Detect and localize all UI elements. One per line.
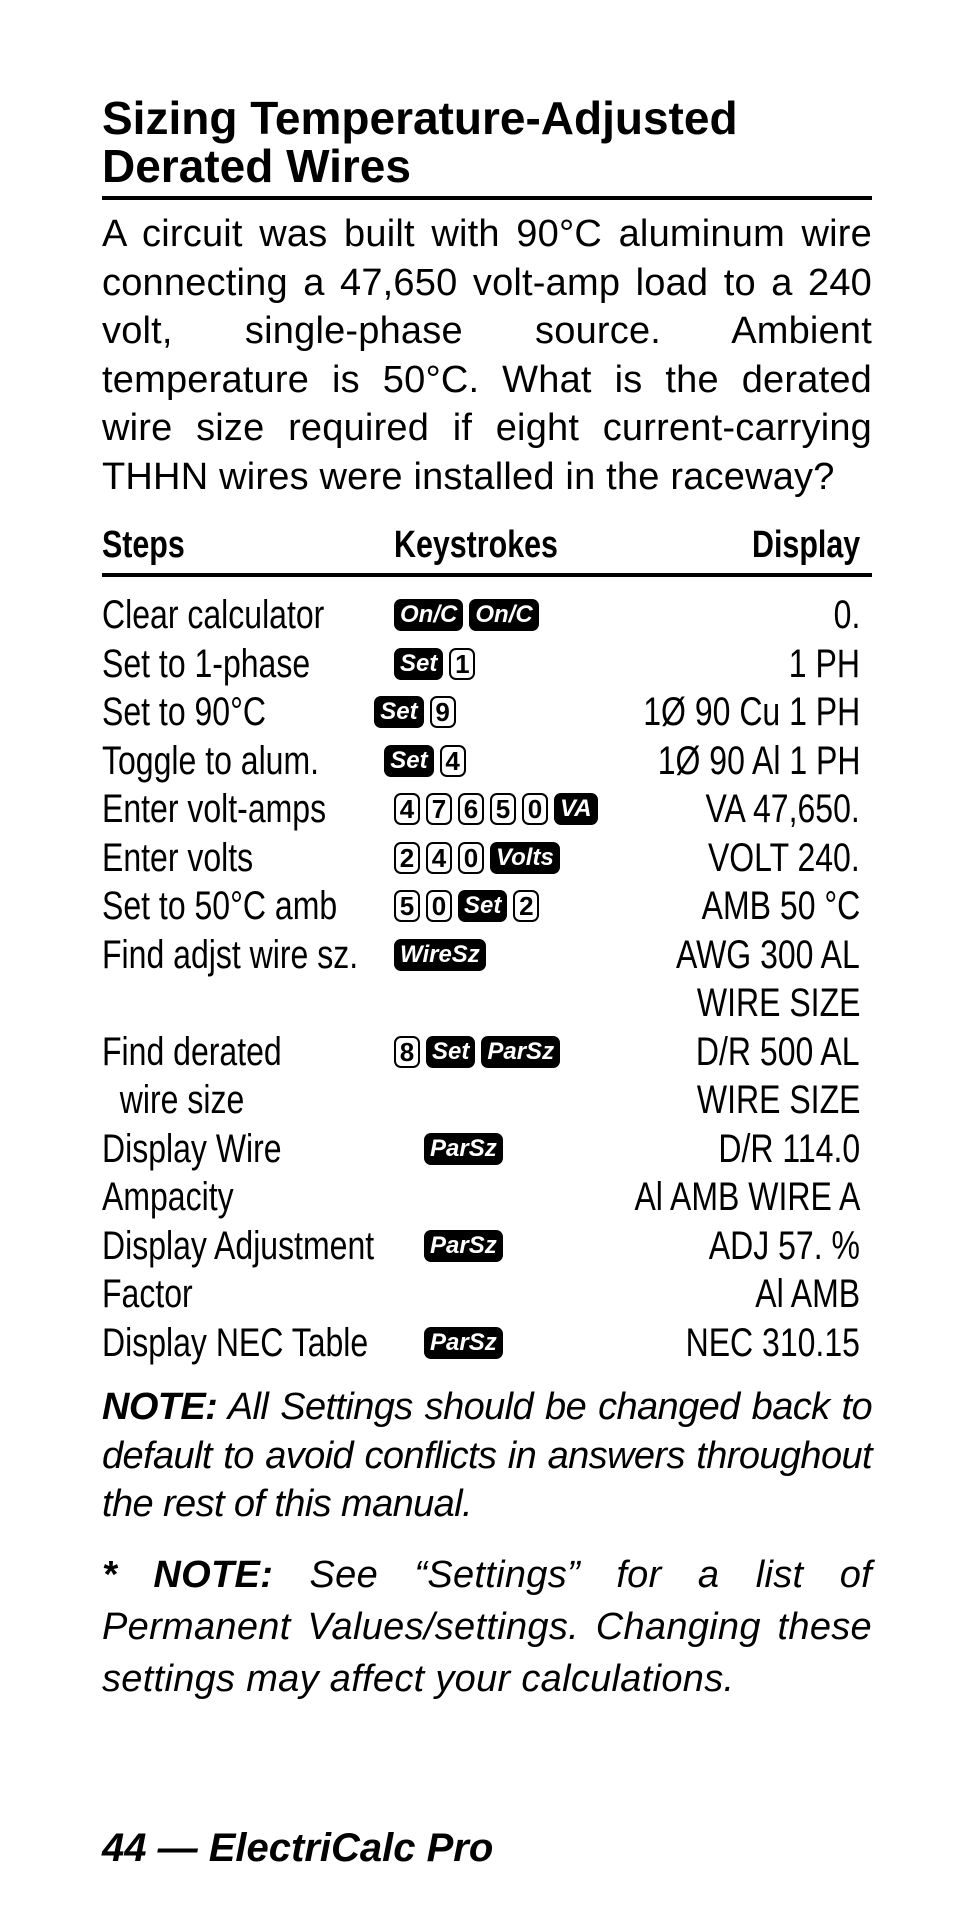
table-row <box>102 785 872 834</box>
table-row <box>102 1270 872 1319</box>
table-row <box>102 1125 872 1174</box>
calculator-key-icon: WireSz <box>394 939 486 971</box>
calculator-key-icon: ParSz <box>424 1327 503 1359</box>
step-label: Ampacity <box>102 1175 234 1219</box>
display-readout: ADJ 57. % <box>708 1223 860 1268</box>
step-label: Factor <box>102 1272 193 1316</box>
table-row <box>102 640 872 689</box>
table-row <box>102 1028 872 1077</box>
keystroke-sequence <box>394 793 624 825</box>
step-label: Set to 1-phase <box>102 641 311 686</box>
keystroke-sequence <box>394 890 624 922</box>
display-readout: AMB 50 °C <box>701 884 860 928</box>
page-title <box>102 94 872 196</box>
calculator-key-icon: Set <box>384 745 433 777</box>
calculator-key-icon: 4 <box>426 842 452 874</box>
note-label: * NOTE: <box>102 1553 274 1596</box>
calculator-key-icon: 8 <box>394 1036 420 1068</box>
keystroke-sequence <box>394 1327 642 1359</box>
calculator-key-icon: 5 <box>394 890 420 922</box>
header-divider <box>102 573 872 577</box>
header-display: Display <box>751 524 860 566</box>
table-header <box>102 521 872 567</box>
calculator-key-icon: ParSz <box>424 1133 503 1165</box>
keystroke-sequence <box>394 1133 654 1165</box>
calculator-key-icon: VA <box>554 793 598 825</box>
display-readout: WIRE SIZE <box>696 981 860 1025</box>
calculator-key-icon: Set <box>374 696 423 728</box>
note-defaults <box>102 1383 872 1529</box>
calculator-key-icon: 4 <box>394 793 420 825</box>
table-row <box>102 1222 872 1271</box>
table-row <box>102 931 872 980</box>
title-line-1: Sizing Temperature-Adjusted <box>102 92 738 144</box>
display-readout: 1Ø 90 Cu 1 PH <box>643 690 860 734</box>
display-readout: Al AMB WIRE A <box>634 1175 860 1219</box>
note-label: NOTE: <box>102 1386 218 1428</box>
table-row <box>102 834 872 883</box>
step-label: Set to 50°C amb <box>102 884 338 928</box>
note-text: All Settings should be changed back to default to avoid conflicts in answers throughout the rest of this manual. <box>102 1386 872 1525</box>
page-footer: 44 — ElectriCalc Pro <box>102 1826 494 1870</box>
calculator-key-icon: ParSz <box>481 1036 560 1068</box>
header-keystrokes: Keystrokes <box>394 524 558 566</box>
calculator-key-icon: Set <box>426 1036 475 1068</box>
display-readout: VOLT 240. <box>708 835 860 880</box>
table-row <box>102 1173 872 1222</box>
table-row <box>102 591 872 640</box>
step-label: Enter volts <box>102 835 254 880</box>
calculator-key-icon: 0 <box>426 890 452 922</box>
calculator-key-icon: 0 <box>522 793 548 825</box>
keystroke-sequence <box>394 648 624 680</box>
display-readout: D/R 500 AL <box>696 1029 860 1074</box>
title-divider <box>102 196 872 200</box>
step-label: Find adjst wire sz. <box>102 932 359 977</box>
step-label: Display Wire <box>102 1126 282 1171</box>
keystroke-sequence <box>394 1036 624 1068</box>
note-text: See “Settings” for a list of Permanent Values/settings. Changing these settings may affect your calculations. <box>102 1553 872 1700</box>
calculator-key-icon: On/C <box>469 599 538 631</box>
calculator-key-icon: 0 <box>458 842 484 874</box>
table-row <box>102 688 872 737</box>
step-label: Find derated <box>102 1029 282 1074</box>
calculator-key-icon: 7 <box>426 793 452 825</box>
calculator-key-icon: Set <box>458 890 507 922</box>
calculator-key-icon: 6 <box>458 793 484 825</box>
keystroke-sequence <box>394 1230 654 1262</box>
display-readout: WIRE SIZE <box>696 1078 860 1122</box>
header-steps: Steps <box>102 524 185 566</box>
display-readout: D/R 114.0 <box>718 1126 860 1171</box>
step-label: Display Adjustment <box>102 1223 375 1268</box>
table-row <box>102 979 872 1028</box>
step-label: Display NEC Table <box>102 1320 369 1365</box>
step-label: Clear calculator <box>102 593 325 637</box>
step-label: Set to 90°C <box>102 690 266 734</box>
problem-statement: A circuit was built with 90°C aluminum wire connecting a 47,650 volt-amp load to a 240 volt, single-phase source. Ambient temperature is 50°C. What is the derated wire size required if eight current-carrying THHN wires were installed in the raceway? <box>102 213 872 498</box>
display-readout: AWG 300 AL <box>676 932 860 977</box>
calculator-key-icon: 9 <box>430 696 456 728</box>
note-settings <box>102 1549 872 1705</box>
keystroke-sequence <box>394 842 624 874</box>
display-readout: 0. <box>833 593 860 637</box>
calculator-key-icon: 2 <box>513 890 539 922</box>
keystroke-sequence <box>374 696 588 728</box>
manual-page <box>102 94 872 1705</box>
calculator-key-icon: ParSz <box>424 1230 503 1262</box>
step-label: Toggle to alum. <box>102 738 320 783</box>
step-label: Enter volt-amps <box>102 787 327 831</box>
calculator-key-icon: 1 <box>449 648 475 680</box>
calculator-key-icon: Set <box>394 648 443 680</box>
keystroke-sequence <box>394 939 624 971</box>
display-readout: VA 47,650. <box>705 787 860 831</box>
table-row <box>102 737 872 786</box>
display-readout: 1 PH <box>788 641 860 686</box>
steps-table <box>102 591 872 1367</box>
keystroke-sequence <box>394 599 624 631</box>
title-line-2: Derated Wires <box>102 140 411 192</box>
display-readout: Al AMB <box>755 1272 860 1316</box>
keystroke-sequence <box>384 745 606 777</box>
table-row <box>102 1076 872 1125</box>
calculator-key-icon: Volts <box>490 842 560 874</box>
calculator-key-icon: On/C <box>394 599 463 631</box>
calculator-key-icon: 5 <box>490 793 516 825</box>
table-row <box>102 882 872 931</box>
display-readout: 1Ø 90 Al 1 PH <box>657 738 860 783</box>
calculator-key-icon: 2 <box>394 842 420 874</box>
table-row <box>102 1319 872 1368</box>
step-label: wire size <box>102 1078 245 1122</box>
display-readout: NEC 310.15 <box>685 1320 860 1365</box>
calculator-key-icon: 4 <box>440 745 466 777</box>
